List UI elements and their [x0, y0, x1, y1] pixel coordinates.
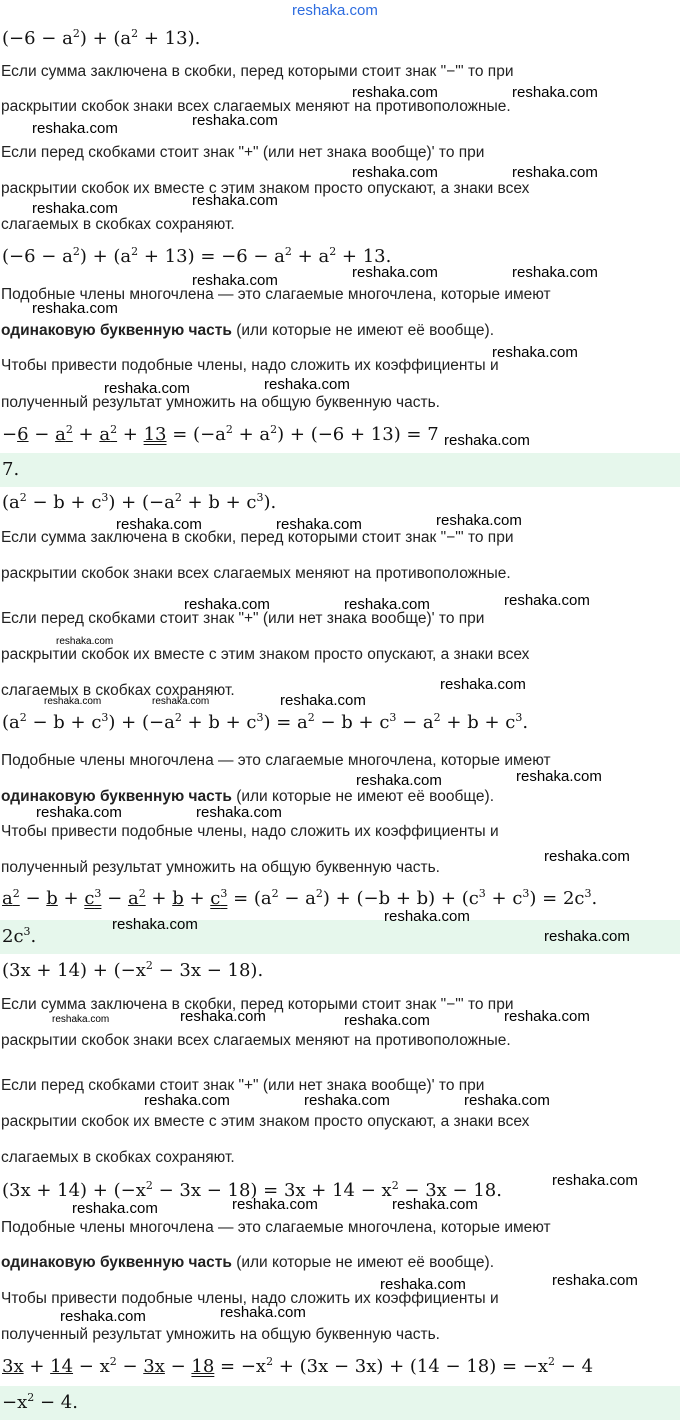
method-line-1: Чтобы привести подобные члены, надо сложить их коэффициенты и — [1, 823, 499, 840]
rule-plus-line-1: Если перед скобками стоит знак "+" (или нет знака вообще)' то при — [1, 1077, 485, 1094]
watermark-text: reshaka.com — [444, 432, 530, 449]
watermark-text: reshaka.com — [512, 164, 598, 181]
watermark-text: reshaka.com — [504, 592, 590, 609]
watermark-text: reshaka.com — [144, 1092, 230, 1109]
problem-1-expanded: $(-6 - a^2) + (a^2 + 13) = -6 - a^2 + a^2 + 13$. — [2, 245, 392, 267]
watermark-text: reshaka.com — [512, 84, 598, 101]
watermark-text-small: reshaka.com — [152, 696, 210, 707]
rule-plus-line-2: раскрытии скобок их вместе с этим знаком просто опускают, а знаки всех — [1, 1113, 530, 1130]
similar-definition-line-1: Подобные члены многочлена — это слагаемые многочлена, которые имеют — [1, 752, 551, 769]
watermark-text: reshaka.com — [232, 1196, 318, 1213]
watermark-text: reshaka.com — [352, 164, 438, 181]
watermark-text: reshaka.com — [184, 596, 270, 613]
method-line-2: полученный результат умножить на общую буквенную часть. — [1, 394, 440, 411]
watermark-text: reshaka.com — [32, 120, 118, 137]
watermark-text: reshaka.com — [196, 804, 282, 821]
similar-definition-bold: одинаковую буквенную часть — [1, 1254, 232, 1271]
problem-3-expression: $(3x + 14) + (-x^2 - 3x - 18)$. — [2, 959, 264, 981]
watermark-text: reshaka.com — [220, 1304, 306, 1321]
problem-1-answer — [0, 453, 680, 487]
similar-definition-rest: (или которые не имеют её вообще). — [231, 1254, 494, 1271]
method-line-1: Чтобы привести подобные члены, надо сложить их коэффициенты и — [1, 1290, 499, 1307]
watermark-text: reshaka.com — [544, 848, 630, 865]
watermark-text: reshaka.com — [440, 676, 526, 693]
watermark-text: reshaka.com — [104, 380, 190, 397]
watermark-text: reshaka.com — [304, 1092, 390, 1109]
watermark-text: reshaka.com — [192, 192, 278, 209]
watermark-text: reshaka.com — [32, 300, 118, 317]
rule-minus-line-1: Если сумма заключена в скобки, перед которыми стоит знак "−"' то при — [1, 63, 514, 80]
rule-minus-line-2: раскрытии скобок знаки всех слагаемых меняют на противоположные. — [1, 565, 511, 582]
watermark-text: reshaka.com — [384, 908, 470, 925]
similar-definition-rest: (или которые не имеют её вообще). — [231, 322, 494, 339]
watermark-text: reshaka.com — [352, 264, 438, 281]
watermark-text: reshaka.com — [380, 1276, 466, 1293]
method-line-1: Чтобы привести подобные члены, надо сложить их коэффициенты и — [1, 357, 499, 374]
watermark-text: reshaka.com — [192, 272, 278, 289]
rule-minus-line-2: раскрытии скобок знаки всех слагаемых меняют на противоположные. — [1, 98, 511, 115]
watermark-text: reshaka.com — [280, 692, 366, 709]
watermark-text: reshaka.com — [344, 1012, 430, 1029]
similar-definition-line-2 — [1, 322, 494, 340]
similar-definition-bold: одинаковую буквенную часть — [1, 322, 232, 339]
watermark-text: reshaka.com — [516, 768, 602, 785]
rule-plus-line-1: Если перед скобками стоит знак "+" (или нет знака вообще)' то при — [1, 610, 485, 627]
problem-2-grouped: $a^2 - b + c^3 - a^2 + b + c^3 = (a^2 - a^2) + (-b + b) + (c^3 + c^3) = 2c^3$. — [2, 887, 598, 909]
similar-definition-line-1: Подобные члены многочлена — это слагаемые многочлена, которые имеют — [1, 1219, 551, 1236]
watermark-text: reshaka.com — [276, 516, 362, 533]
similar-definition-line-1: Подобные члены многочлена — это слагаемые многочлена, которые имеют — [1, 286, 551, 303]
watermark-text: reshaka.com — [72, 1200, 158, 1217]
rule-plus-line-1: Если перед скобками стоит знак "+" (или нет знака вообще)' то при — [1, 144, 485, 161]
rule-plus-line-2: раскрытии скобок их вместе с этим знаком просто опускают, а знаки всех — [1, 646, 530, 663]
watermark-text: reshaka.com — [60, 1308, 146, 1325]
watermark-text: reshaka.com — [512, 264, 598, 281]
problem-1-grouped: $-6 - a^2 + a^2 + 13 = (-a^2 + a^2) + (-6 + 13) = 7$ — [2, 423, 439, 445]
similar-definition-rest: (или которые не имеют её вообще). — [231, 788, 494, 805]
watermark-text: reshaka.com — [552, 1272, 638, 1289]
watermark-text: reshaka.com — [492, 344, 578, 361]
similar-definition-line-2 — [1, 1254, 494, 1272]
problem-3-expanded: $(3x + 14) + (-x^2 - 3x - 18) = 3x + 14 - x^2 - 3x - 18$. — [2, 1179, 502, 1201]
rule-plus-line-3: слагаемых в скобках сохраняют. — [1, 216, 235, 233]
method-line-2: полученный результат умножить на общую буквенную часть. — [1, 859, 440, 876]
rule-plus-line-3: слагаемых в скобках сохраняют. — [1, 1149, 235, 1166]
watermark-text: reshaka.com — [112, 916, 198, 933]
rule-minus-line-2: раскрытии скобок знаки всех слагаемых меняют на противоположные. — [1, 1032, 511, 1049]
problem-2-answer-value: $2c^3$. — [2, 925, 37, 947]
problem-2-expression: $(a^2 - b + c^3) + (-a^2 + b + c^3)$. — [2, 491, 277, 513]
watermark-text: reshaka.com — [392, 1196, 478, 1213]
watermark-text: reshaka.com — [36, 804, 122, 821]
similar-definition-bold: одинаковую буквенную часть — [1, 788, 232, 805]
watermark-text: reshaka.com — [180, 1008, 266, 1025]
watermark-text-small: reshaka.com — [52, 1014, 110, 1025]
watermark-text: reshaka.com — [116, 516, 202, 533]
watermark-text: reshaka.com — [356, 772, 442, 789]
watermark-text: reshaka.com — [32, 200, 118, 217]
rule-plus-line-3: слагаемых в скобках сохраняют. — [1, 682, 235, 699]
watermark-text: reshaka.com — [352, 84, 438, 101]
watermark-text: reshaka.com — [504, 1008, 590, 1025]
watermark-text: reshaka.com — [552, 1172, 638, 1189]
rule-minus-line-1: Если сумма заключена в скобки, перед которыми стоит знак "−"' то при — [1, 996, 514, 1013]
watermark-text: reshaka.com — [544, 928, 630, 945]
watermark-text-small: reshaka.com — [44, 696, 102, 707]
problem-1-expression: $(-6 - a^2) + (a^2 + 13)$. — [2, 27, 201, 49]
problem-3-grouped: $3x + 14 - x^2 - 3x - 18 = -x^2 + (3x - 3x) + (14 - 18) = -x^2 - 4$ — [2, 1355, 594, 1377]
rule-minus-line-1: Если сумма заключена в скобки, перед которыми стоит знак "−"' то при — [1, 529, 514, 546]
problem-3-answer — [0, 1386, 680, 1420]
watermark-text: reshaka.com — [464, 1092, 550, 1109]
problem-2-expanded: $(a^2 - b + c^3) + (-a^2 + b + c^3) = a^2 - b + c^3 - a^2 + b + c^3$. — [2, 711, 529, 733]
watermark-text: reshaka.com — [436, 512, 522, 529]
problem-1-answer-value: 7. — [2, 459, 20, 480]
watermark-text-small: reshaka.com — [56, 636, 114, 647]
site-header-watermark: reshaka.com — [292, 2, 378, 19]
method-line-2: полученный результат умножить на общую буквенную часть. — [1, 1326, 440, 1343]
watermark-text: reshaka.com — [264, 376, 350, 393]
rule-plus-line-2: раскрытии скобок их вместе с этим знаком просто опускают, а знаки всех — [1, 180, 530, 197]
watermark-text: reshaka.com — [344, 596, 430, 613]
watermark-text: reshaka.com — [192, 112, 278, 129]
problem-3-answer-value: $-x^2 - 4$. — [2, 1391, 78, 1413]
